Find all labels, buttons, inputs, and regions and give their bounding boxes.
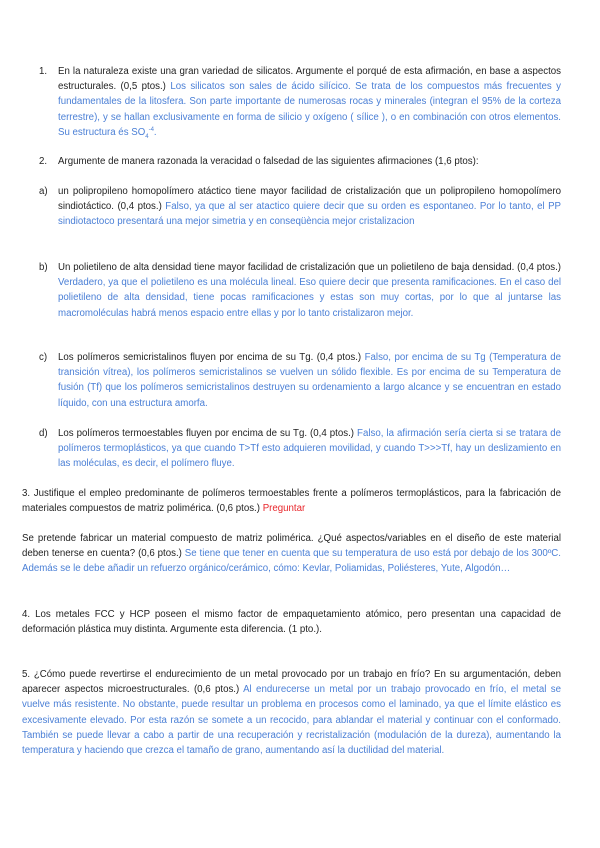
- q5-block: [22, 667, 561, 758]
- q3b-answer: Se tiene que tener en cuenta que su temperatura de uso está por debajo de los 300ºC. Además se le debe añadir un refuerzo orgánico/cerámico, cómo: Kevlar, Poliamidas, Poliésteres, Yute, Algodón…: [22, 548, 561, 575]
- q1-question: En la naturaleza existe una gran variedad de silicatos. Argumente el porqué de esta afirmación, en base a aspectos estructurales. (0,5 ptos.): [58, 66, 561, 93]
- q1-answer: Los silicatos son sales de ácido silícico. Se trata de los compuestos más frecuentes y fundamentales de la litosfera. Son parte importante de numerosas rocas y minerales (integran el 95% de la corteza terrestre), y se hallan exclusivamente en forma de silicio y oxígeno ( sílice ), o en combinación con otros elementos. Su estructura és SO: [58, 81, 562, 138]
- q1-block: [58, 64, 561, 140]
- q2d-letter: d): [39, 428, 48, 439]
- q2c-question: Los polímeros semicristalinos fluyen por encima de su Tg. (0,4 ptos.): [58, 352, 362, 363]
- q2c-answer: Falso, por encima de su Tg (Temperatura de transición vítrea), los polímeros semicristalinos se vuelven un sólido flexible. Es por encima de su Temperatura de fusión (Tf) que los polímeros semicristalinos destruyen su ordenamiento a largo alcance y se encuentran en estado líquido, con una estructura amorfa.: [58, 352, 561, 409]
- q2a-question: un polipropileno homopolímero atáctico tiene mayor facilidad de cristalización que un polipropileno homopolímero sindiotáctico. (0,4 ptos.): [58, 186, 561, 213]
- q1-number: 1.: [39, 66, 48, 77]
- q2b-question: Un polietileno de alta densidad tiene mayor facilidad de cristalización que un polietileno de baja densidad. (0,4 ptos.): [58, 262, 561, 273]
- q4-question: 4. Los metales FCC y HCP poseen el mismo factor de empaquetamiento atómico, pero presentan una capacidad de deformación plástica muy distinta. Argumente esta diferencia. (1 pto.).: [22, 609, 561, 636]
- q1-formula-sub: 4: [145, 133, 149, 140]
- q2b-block: [58, 260, 561, 321]
- q3b-question: Se pretende fabricar un material compuesto de matriz polimérica. ¿Qué aspectos/variables en el diseño de este material deben tenerse en cuenta? (0,6 ptos.): [22, 533, 561, 560]
- q4-block: [22, 607, 561, 637]
- q2d-question: Los polímeros termoestables fluyen por encima de su Tg. (0,4 ptos.): [58, 428, 354, 439]
- q5-question: 5. ¿Cómo puede revertirse el endurecimiento de un metal provocado por un trabajo en frío? En su argumentación, deben aparecer aspectos microestructurales. (0,6 ptos.): [22, 669, 561, 696]
- q2c-block: [58, 350, 561, 411]
- q1-formula-sup: -4: [148, 126, 154, 133]
- q3-answer: Preguntar: [262, 503, 306, 515]
- q2b-letter: b): [39, 262, 48, 273]
- q3-question: 3. Justifique el empleo predominante de polímeros termoestables frente a polímeros termoplásticos, para la fabricación de materiales compuestos de matriz polimérica. (0,6 ptos.): [22, 488, 561, 515]
- q2a-letter: a): [39, 186, 48, 197]
- q2b-answer: Verdadero, ya que el polietileno es una molécula lineal. Eso quiere decir que presenta ramificaciones. En el caso del polietileno de alta densidad, tiene pocas ramificaciones y estas son muy cortas, por lo que al juntarse las macromoléculas habrá menos espacio entre ellas y por lo tanto cristalizaron mejor.: [58, 277, 561, 319]
- q2d-block: [58, 426, 561, 472]
- q2a-answer: Falso, ya que al ser atactico quiere decir que su orden es espontaneo. Por lo tanto, el PP sindiotactoco presentará una mejor simetria y en conseqüència mejor cristalizacion: [58, 201, 561, 228]
- q2-block: [58, 154, 561, 169]
- q1-formula-end: .: [153, 126, 157, 138]
- q2-number: 2.: [39, 156, 48, 167]
- q5-answer: Al endurecerse un metal por un trabajo provocado en frío, el metal se vuelve más resistente. No obstante, puede resultar un problema en procesos como el laminado, ya que el límite elástico es excesivamente elevado. Por esta razón se somete a un recocido, para ablandar el material y continuar con el conformado. También se puede llevar a cabo a partir de una recuperación y recristalización (modulación de la dureza), aumentando la temperatura y haciendo que crezca el tamaño de grano, aumentando así la ductilidad del material.: [22, 684, 561, 757]
- q2d-answer: Falso, la afirmación sería cierta si se tratara de polímeros termoplásticos, ya que cuando T>Tf esto adquieren movilidad, y cuando T>>>Tf, hay un deslizamiento en las moléculas, es decir, el polímero fluye.: [58, 428, 561, 470]
- q3b-block: [22, 531, 561, 577]
- q2-question: Argumente de manera razonada la veracidad o falsedad de las siguientes afirmaciones (1,6 ptos):: [58, 156, 479, 167]
- q2c-letter: c): [39, 352, 48, 363]
- q2a-block: [58, 184, 561, 230]
- q3-block: [22, 486, 561, 516]
